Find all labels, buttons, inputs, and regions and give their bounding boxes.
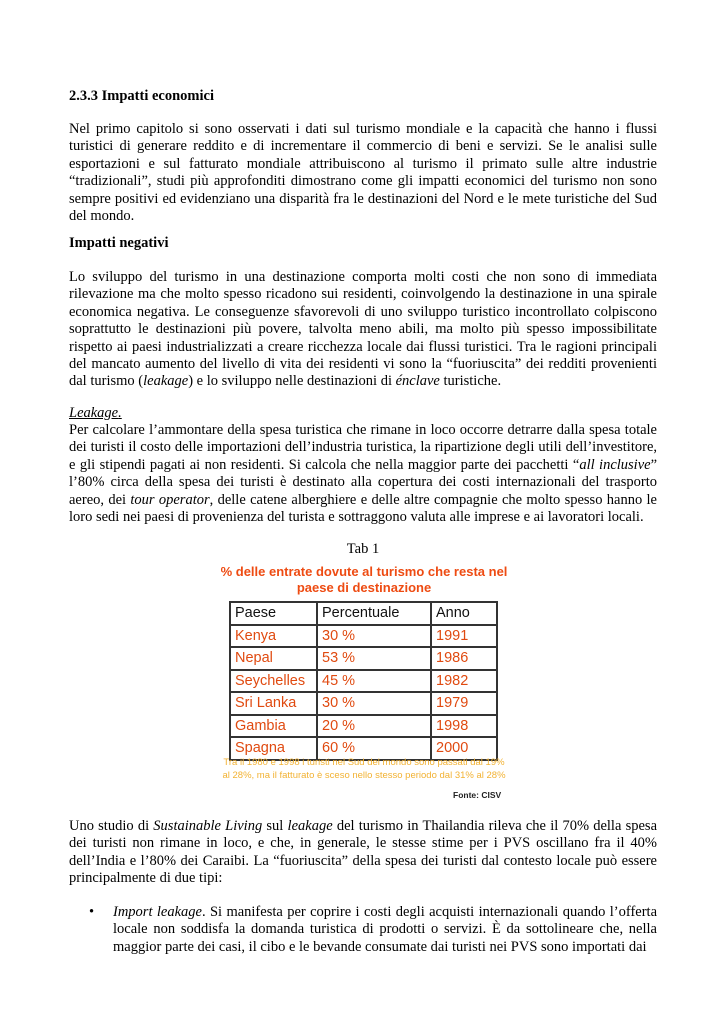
header-anno: Anno xyxy=(431,602,497,625)
cell-country: Nepal xyxy=(230,647,317,670)
header-percentuale: Percentuale xyxy=(317,602,431,625)
section-heading: 2.3.3 Impatti economici xyxy=(69,88,214,104)
cell-year: 1986 xyxy=(431,647,497,670)
cell-country: Seychelles xyxy=(230,670,317,693)
intro-paragraph: Nel primo capitolo si sono osservati i dati sul turismo mondiale e la capacità che hanno i flussi turistici di generare reddito e di incrementare il commercio di beni e servizi. Se le analisi sulle esportazioni e sul fatturato mondiale attribuiscono al turismo il primato sulle altre industrie “tradizionali”, studi più approfonditi dimostrano come gli impatti economici del turismo non sono sempre positivi ed evidenziano una disparità fra le destinazioni del Nord e le mete turistiche del Sud del mondo. xyxy=(69,121,657,225)
negative-impacts-heading: Impatti negativi xyxy=(69,235,169,251)
leakage-paragraph: Per calcolare l’ammontare della spesa turistica che rimane in loco occorre detrarre dalla spesa totale dei turisti il costo delle importazioni dell’industria turistica, la ripartizione degli utili dell’investitore, e gli stipendi pagati ai non residenti. Si calcola che nella maggior parte dei pacchetti “all inclusive” l’80% circa della spesa dei turisti è destinato alla copertura dei costi internazionali del trasporto aereo, dei tour operator, delle catene alberghiere e delle altre compagnie che molto spesso hanno le loro sedi nei paesi di provenienza del turista e sottraggono valuta alle imprese e ai lavoratori locali. xyxy=(69,422,658,526)
leakage-term: leakage xyxy=(287,818,333,834)
leakage-subtitle: Leakage. xyxy=(69,405,122,421)
table-note: Tra il 1980 e 1998 i turisti nel Sud del mondo sono passati dal 19% al 28%, ma il fatturato è sceso nello stesso periodo dal 31% al 28% xyxy=(222,757,506,781)
cell-year: 1979 xyxy=(431,692,497,715)
table-label: Tab 1 xyxy=(346,541,380,557)
cell-percent: 53 % xyxy=(317,647,431,670)
table-row xyxy=(230,692,497,715)
table-row xyxy=(230,715,497,738)
table-row xyxy=(230,625,497,648)
cell-percent: 60 % xyxy=(317,737,431,760)
tour-operator-term: tour operator xyxy=(130,491,210,508)
sustainable-living-term: Sustainable Living xyxy=(153,818,263,834)
header-paese: Paese xyxy=(230,602,317,625)
cell-year: 1991 xyxy=(431,625,497,648)
cell-percent: 30 % xyxy=(317,625,431,648)
bullet-icon: • xyxy=(89,904,95,920)
cell-year: 1982 xyxy=(431,670,497,693)
table-row xyxy=(230,647,497,670)
cell-country: Spagna xyxy=(230,737,317,760)
leakage-term: leakage xyxy=(143,373,189,390)
leakage-table-figure xyxy=(194,560,534,805)
import-leakage-term: Import leakage xyxy=(113,904,202,920)
cell-country: Kenya xyxy=(230,625,317,648)
retention-table xyxy=(229,601,498,761)
cell-country: Sri Lanka xyxy=(230,692,317,715)
table-header-row xyxy=(230,602,497,625)
study-paragraph: Uno studio di Sustainable Living sul leakage del turismo in Thailandia rileva che il 70% della spesa dei turisti non rimane in loco, e che, in generale, le stesse stime per i PVS oscillano fra il 40% dell’India e l’80% dei Caraibi. La “fuoriuscita” della spesa dei turisti dal contesto locale può essere principalmente di due tipi: xyxy=(69,818,658,887)
table-source: Fonte: CISV xyxy=(453,790,502,800)
negative-impacts-paragraph: Lo sviluppo del turismo in una destinazione comporta molti costi che non sono di immediata rilevazione ma che molto spesso ricadono sui residenti, coinvolgendo la destinazione in una spirale economica negativa. Le conseguenze sfavorevoli di uno sviluppo turistico incontrollato colpiscono soprattutto le destinazioni più povere, talvolta meno abili, ma molto più spesso impossibilitate rispetto ai paesi industrializzati a creare ricchezza locale dai flussi turistici. Tra le ragioni principali del mancato aumento del livello di vita dei residenti vi sono la “fuoriuscita” dei redditi provenienti dal turismo (leakage) e lo sviluppo nelle destinazioni di énclave turistiche. xyxy=(69,269,657,390)
enclave-term: énclave xyxy=(395,373,440,390)
cell-percent: 30 % xyxy=(317,692,431,715)
cell-country: Gambia xyxy=(230,715,317,738)
all-inclusive-term: all inclusive xyxy=(579,456,651,473)
cell-percent: 20 % xyxy=(317,715,431,738)
table-row xyxy=(230,670,497,693)
import-leakage-text: Import leakage. Si manifesta per coprire i costi degli acquisti internazionali quando l’offerta locale non soddisfa la domanda turistica di prodotti o servizi. È da sottolineare che, nella maggior parte dei casi, il cibo e le bevande consumate dai turisti nei PVS sono importati dai xyxy=(113,904,657,955)
cell-percent: 45 % xyxy=(317,670,431,693)
cell-year: 2000 xyxy=(431,737,497,760)
cell-year: 1998 xyxy=(431,715,497,738)
table-title: % delle entrate dovute al turismo che resta nel paese di destinazione xyxy=(220,564,508,595)
